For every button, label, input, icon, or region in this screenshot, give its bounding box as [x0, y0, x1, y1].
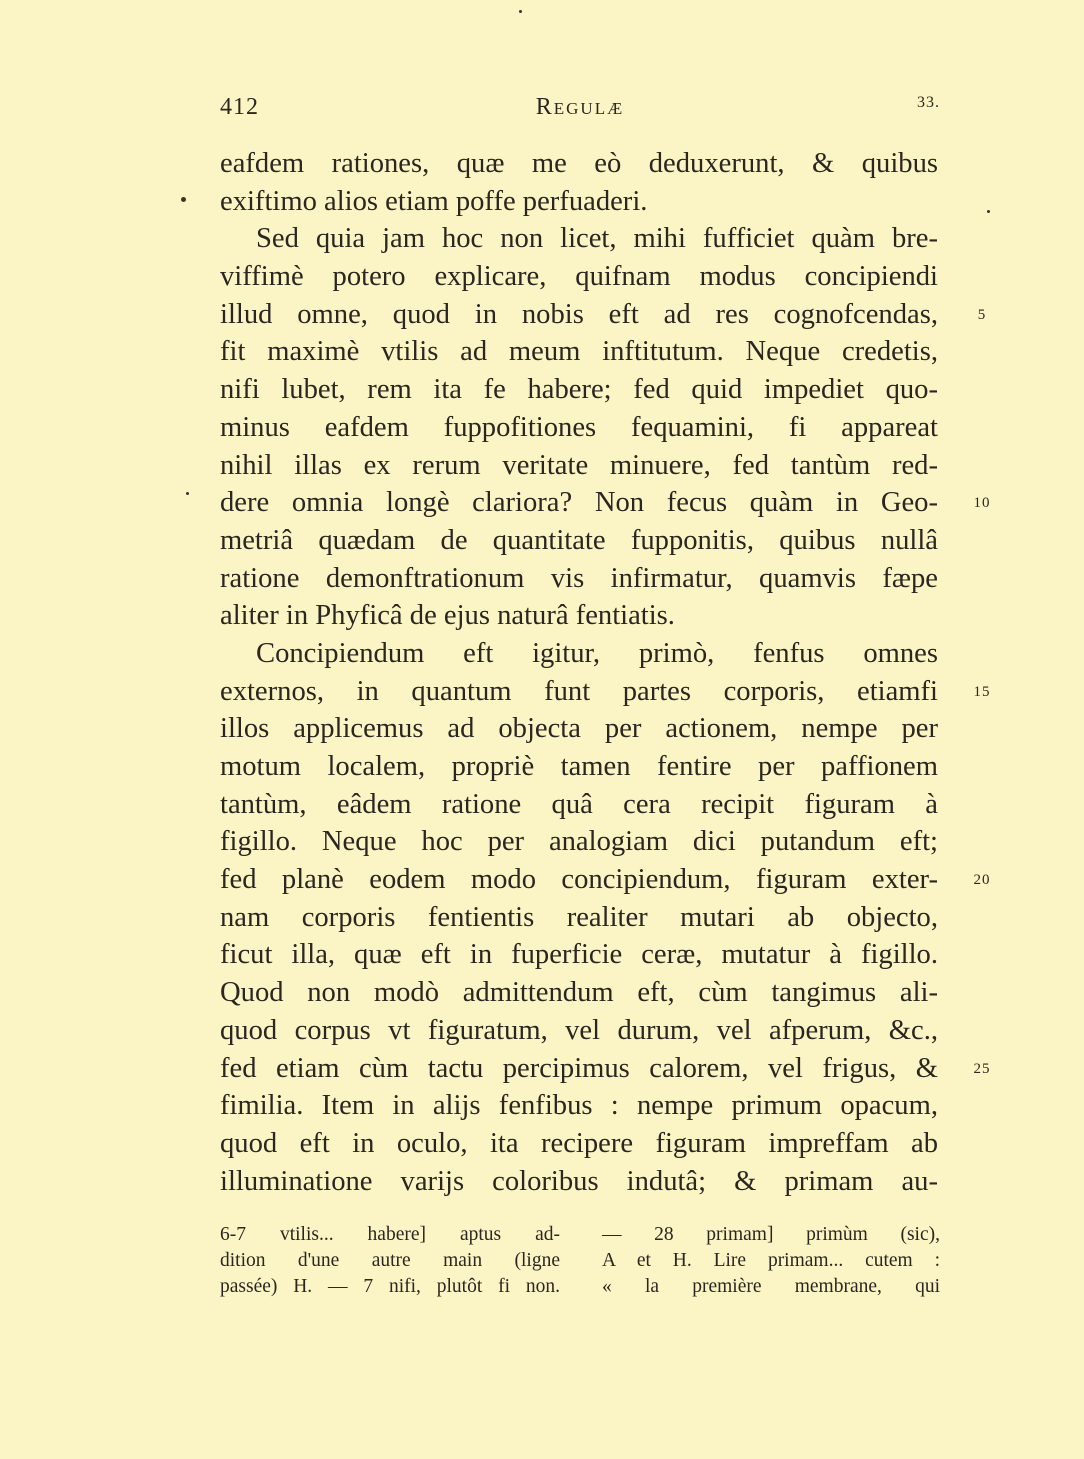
text-line: viffimè potero explicare, quifnam modus concipiendi [220, 261, 938, 293]
note-line: dition d'une autre main (ligne [220, 1250, 560, 1271]
text-line: motum localem, propriè tamen fentire per paffionem [220, 751, 938, 782]
line-number: 5 [977, 306, 987, 323]
text-line: nihil illas ex rerum veritate minuere, fed tantùm red- [220, 449, 938, 481]
text-line: Sed quia jam hoc non licet, mihi fufficiet quàm bre- [256, 223, 938, 255]
text-line: Concipiendum eft igitur, primò, fenfus omnes [256, 637, 938, 669]
text-line: quod corpus vt figuratum, vel durum, vel afperum, &c., [220, 1014, 938, 1046]
line-number: 10 [973, 495, 991, 512]
line-number: 15 [973, 683, 991, 700]
text-line: illos applicemus ad objecta per actionem, nempe per [220, 713, 938, 745]
text-line: ficut illa, quæ eft in fuperficie ceræ, mutatur à figillo. [220, 939, 938, 971]
note-line: — 28 primam] primùm (sic), [602, 1224, 940, 1245]
text-line: ratione demonftrationum vis infirmatur, quamvis fæpe [220, 562, 938, 594]
text-line: fed planè eodem modo concipiendum, figuram exter- [220, 864, 938, 896]
note-line: passée) H. — 7 nifi, plutôt fi non. [220, 1276, 560, 1297]
page-number: 412 [220, 94, 259, 120]
text-line: Quod non modò admittendum eft, cùm tangimus ali- [220, 977, 938, 1009]
critical-apparatus [220, 1222, 940, 1312]
text-line: dere omnia longè clariora? Non fecus quàm in Geo- [220, 487, 938, 519]
print-speck [987, 210, 990, 213]
note-line: A et H. Lire primam... cutem : [602, 1250, 940, 1271]
print-speck [519, 10, 522, 13]
text-line: quod eft in oculo, ita recipere figuram impreffam ab [220, 1127, 938, 1159]
note-line: « la première membrane, qui [602, 1276, 940, 1297]
notes-left-column [220, 1222, 560, 1300]
text-line: aliter in Phyficâ de ejus naturâ fentiatis. [220, 600, 675, 632]
text-line: exiftimo alios etiam poffe perfuaderi. [220, 185, 648, 217]
text-line: figillo. Neque hoc per analogiam dici putandum eft; [220, 826, 938, 858]
text-line: fit maximè vtilis ad meum inftitutum. Neque credetis, [220, 336, 938, 368]
print-speck [181, 197, 186, 202]
line-number: 20 [973, 872, 991, 889]
print-speck [186, 492, 189, 495]
text-line: tantùm, eâdem ratione quâ cera recipit figuram à [220, 788, 938, 820]
running-title: Regulæ [535, 94, 625, 120]
notes-right-column [602, 1222, 940, 1300]
note-line: 6-7 vtilis... habere] aptus ad- [220, 1224, 560, 1245]
text-line: fimilia. Item in alijs fenfibus : nempe primum opacum, [220, 1090, 938, 1122]
text-line: metriâ quædam de quantitate fupponitis, quibus nullâ [220, 524, 938, 556]
body-text [220, 146, 938, 1201]
text-line: nam corporis fentientis realiter mutari ab objecto, [220, 901, 938, 933]
text-line: illud omne, quod in nobis eft ad res cognofcendas, [220, 298, 938, 330]
line-number: 25 [973, 1060, 991, 1077]
text-line: nifi lubet, rem ita fe habere; fed quid impediet quo- [220, 374, 938, 406]
text-line: illuminatione varijs coloribus indutâ; & primam au- [220, 1165, 938, 1197]
running-header [220, 94, 940, 130]
text-line: eafdem rationes, quæ me eò deduxerunt, & quibus [220, 148, 938, 179]
text-line: externos, in quantum funt partes corporis, etiamfi [220, 675, 938, 707]
section-number: 33. [917, 94, 940, 111]
text-line: minus eafdem fuppofitiones fequamini, fi appareat [220, 411, 938, 443]
text-line: fed etiam cùm tactu percipimus calorem, vel frigus, & [220, 1052, 938, 1084]
